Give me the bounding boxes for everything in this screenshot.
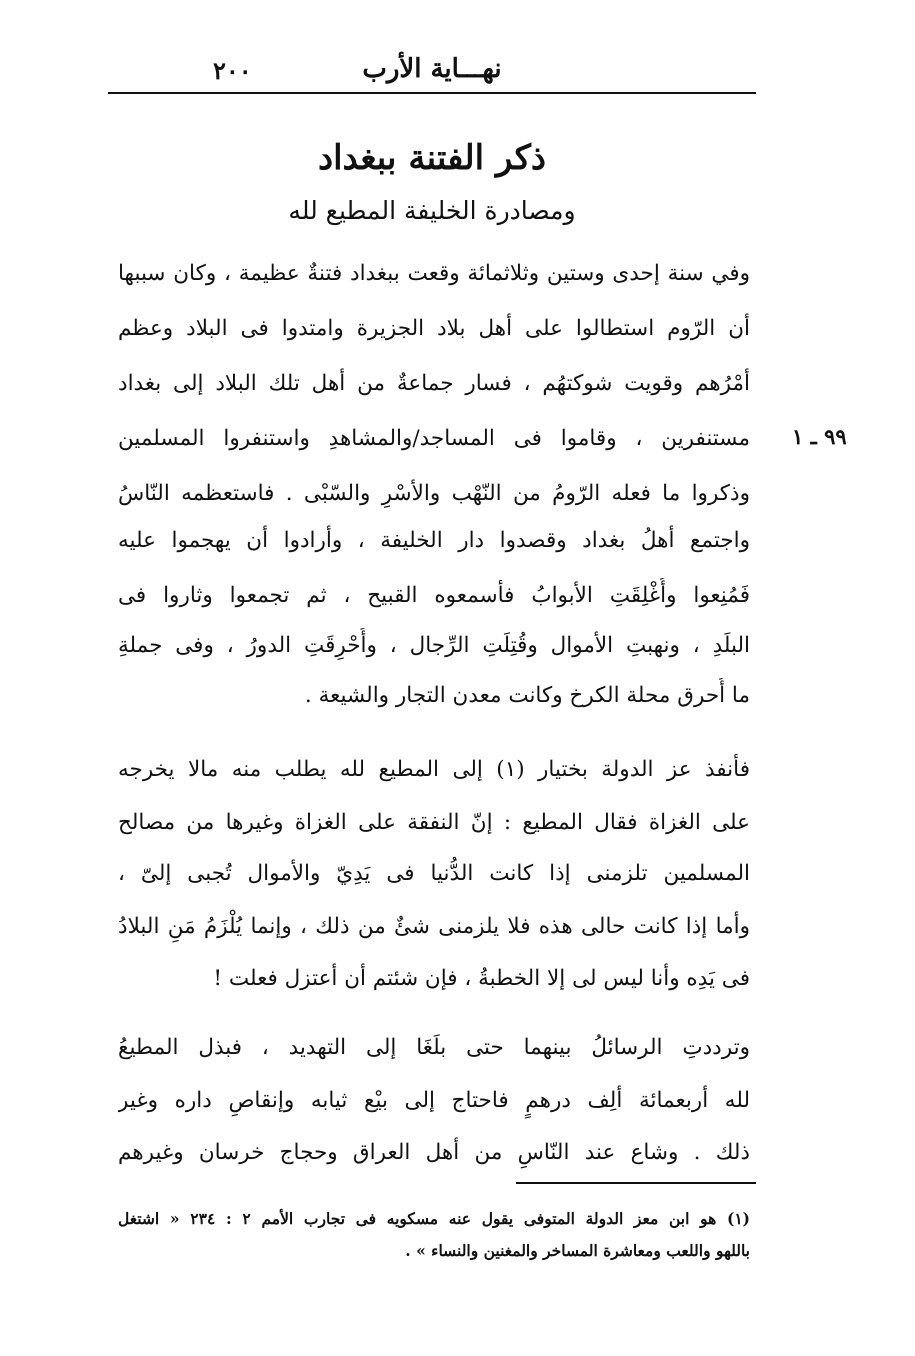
- footnote-line: (١) هو ابن معز الدولة المتوفى يقول عنه مسكويه فى تجارب الأمم ٢ : ٢٣٤ « اشتغل: [118, 1209, 750, 1228]
- text-line: وترددتِ الرسائلُ بينهما حتى بلَغَا إلى التهديد ، فبذل المطيعُ: [118, 1035, 750, 1060]
- page-header: [108, 52, 756, 94]
- text-line: البلَدِ ، ونهبتِ الأموال وقُتِلَتِ الرِّجال ، وأُحْرِقَتِ الدورُ ، وفى جملةِ: [118, 633, 750, 658]
- text-line: وذكروا ما فعله الرّومُ من النّهْب والأسْرِ والسّبْى . فاستعظمه النّاسُ: [118, 481, 750, 506]
- running-title: نهـــاية الأرب: [362, 54, 502, 84]
- text-line: على الغزاة فقال المطيع : إنّ النفقة على الغزاة وغيرها من مصالح: [118, 810, 750, 835]
- text-line: المسلمين تلزمنى إذا كانت الدُّنيا فى يَدِيّ والأموال تُجبى إلىّ ،: [118, 861, 750, 886]
- text-line: ذلك . وشاع عند النّاسِ من أهل العراق وحجاج خرسان وغيرهم: [118, 1140, 750, 1165]
- text-line: أمْرُهم وقويت شوكتهُم ، فسار جماعةٌ من أهل تلك البلاد إلى بغداد: [118, 371, 750, 396]
- text-line: مستنفرين ، وقاموا فى المساجد/والمشاهدِ واستنفروا المسلمين: [118, 426, 750, 451]
- text-line: أن الرّوم استطالوا على أهل بلاد الجزيرة وامتدوا فى البلاد وعظم: [118, 316, 750, 341]
- footnote-line: باللهو واللعب ومعاشرة المساخر والمغنين والنساء » .: [405, 1241, 750, 1260]
- text-line: فى يَدِه وأنا ليس لى إلا الخطبةُ ، فإن شئتم أن أعتزل فعلت !: [213, 966, 750, 991]
- chapter-subtitle: ومصادرة الخليفة المطيع لله: [288, 196, 576, 225]
- text-line: وفي سنة إحدى وستين وثلاثمائة وقعت ببغداد فتنةٌ عظيمة ، وكان سببها: [118, 261, 750, 286]
- page-number: ٢٠٠: [213, 56, 252, 85]
- text-line: لله أربعمائة ألِف درهمٍ فاحتاج إلى بيْع ثيابه وإنقاصِ داره وغير: [118, 1088, 750, 1113]
- footnote-separator: [516, 1182, 756, 1184]
- text-line: وأما إذا كانت حالى هذه فلا يلزمنى شئٌ من ذلك ، وإنما يُلْزَمُ مَنِ البلادُ: [118, 914, 750, 939]
- text-line: واجتمع أهلُ بغداد وقصدوا دار الخليفة ، وأرادوا أن يهجموا عليه: [118, 528, 750, 553]
- text-line: فأنفذ عز الدولة بختيار (١) إلى المطيع لله يطلب منه مالا يخرجه: [118, 757, 750, 782]
- margin-folio-note: ٩٩ ـ ١: [792, 424, 847, 449]
- text-line: فَمُنِعوا وأُغْلِقَتِ الأبوابُ فأسمعوه القبيح ، ثم تجمعوا وثاروا فى: [118, 583, 750, 608]
- text-line: ما أُحرق محلة الكرخ وكانت معدن التجار والشيعة .: [304, 683, 750, 708]
- chapter-title: ذكر الفتنة ببغداد: [317, 138, 547, 178]
